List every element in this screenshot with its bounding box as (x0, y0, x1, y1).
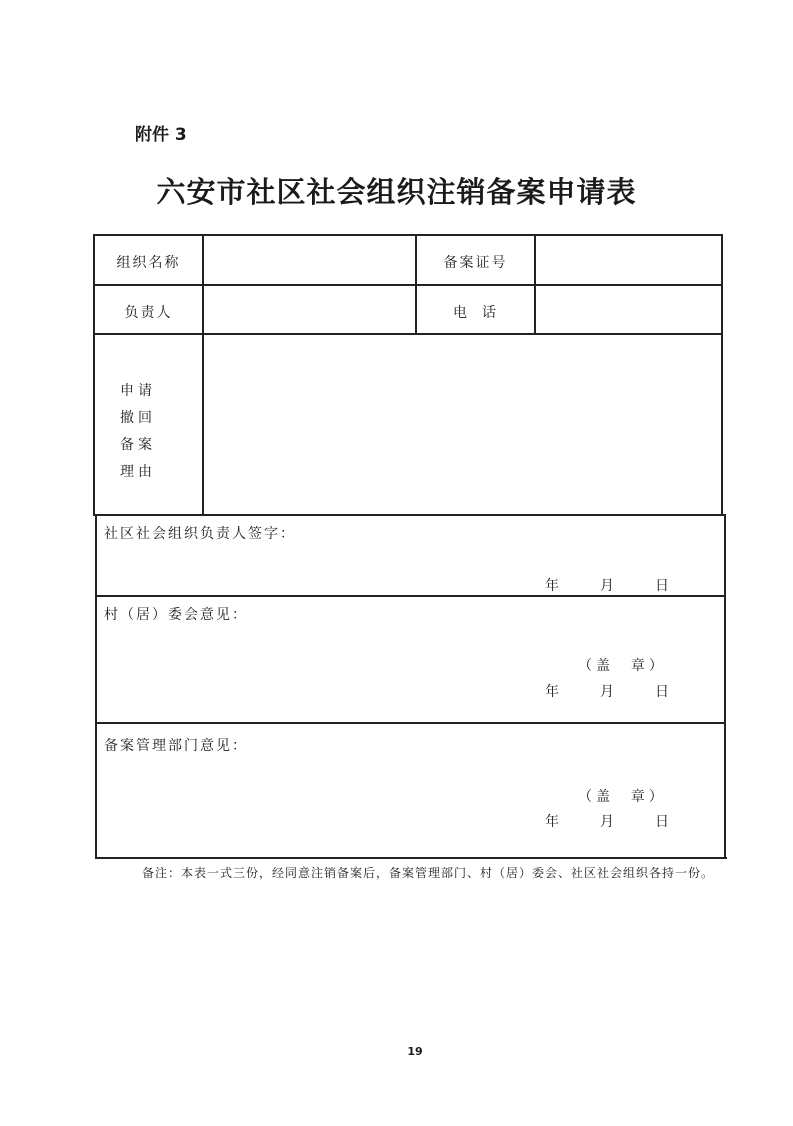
record-no-field[interactable] (536, 236, 720, 283)
date-year: 年 (545, 814, 559, 830)
date-day: 日 (655, 578, 669, 594)
attachment-label: 附件 3 (135, 125, 187, 145)
leader-label: 负责人 (124, 305, 173, 321)
leader-signature-label: 社区社会组织负责人签字： (104, 526, 296, 542)
reason-line: 撤回 (120, 410, 156, 426)
department-seal-label: （盖 章） (578, 789, 667, 805)
page-title: 六安市社区社会组织注销备案申请表 (156, 175, 637, 209)
record-no-label: 备案证号 (443, 255, 508, 271)
committee-seal-label: （盖 章） (578, 658, 667, 674)
page-number: 19 (407, 1045, 423, 1058)
date-day: 日 (655, 814, 669, 830)
date-month: 月 (600, 814, 614, 830)
footnote: 备注：本表一式三份，经同意注销备案后，备案管理部门、村（居）委会、社区社会组织各持一份。 (142, 866, 715, 880)
reason-field[interactable] (204, 335, 720, 513)
phone-field[interactable] (536, 286, 720, 332)
org-name-field[interactable] (204, 236, 414, 283)
date-year: 年 (545, 684, 559, 700)
reason-line: 备案 (120, 437, 156, 453)
date-month: 月 (600, 684, 614, 700)
date-year: 年 (545, 578, 559, 594)
committee-opinion-label: 村（居）委会意见： (104, 607, 248, 623)
reason-line: 申请 (120, 383, 156, 399)
date-day: 日 (655, 684, 669, 700)
leader-field[interactable] (204, 286, 414, 332)
reason-label (120, 378, 180, 486)
phone-label: 电 话 (453, 305, 498, 321)
org-name-label: 组织名称 (116, 255, 181, 271)
department-opinion-label: 备案管理部门意见： (104, 738, 248, 754)
date-month: 月 (600, 578, 614, 594)
reason-line: 理由 (120, 464, 156, 480)
